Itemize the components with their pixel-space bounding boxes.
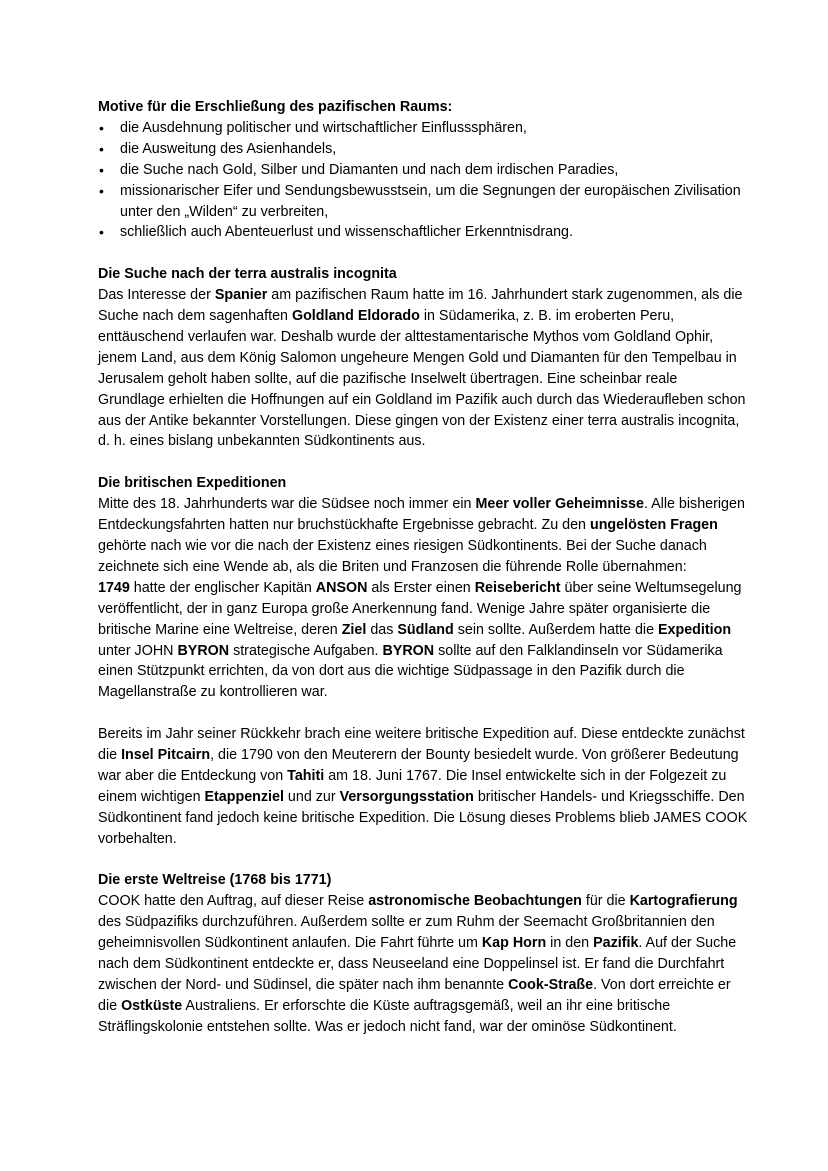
bold-term: Kartografierung <box>629 893 738 910</box>
bold-term: Insel Pitcairn <box>121 747 211 764</box>
section-terra-australis <box>98 264 748 452</box>
list-item <box>98 222 748 243</box>
bold-term: ANSON <box>315 579 368 596</box>
bullet-icon: • <box>99 182 104 199</box>
text-run: für die <box>581 893 630 910</box>
bold-term: Ziel <box>341 621 367 638</box>
heading-motives: Motive für die Erschließung des pazifischen Raums: <box>98 99 453 115</box>
list-item-text: schließlich auch Abenteuerlust und wissenschaftlicher Erkenntnisdrang. <box>120 224 573 241</box>
list-item-text: die Ausdehnung politischer und wirtschaftlicher Einflusssphären, <box>120 119 527 136</box>
bold-term: Cook-Straße <box>508 977 594 993</box>
heading-first-voyage: Die erste Weltreise (1768 bis 1771) <box>98 872 332 889</box>
section-motives <box>98 97 748 243</box>
heading-terra-australis: Die Suche nach der terra australis incognita <box>98 266 397 283</box>
text-run: in Südamerika, z. B. im eroberten Peru, enttäuschend verlaufen war. Deshalb wurde der alttestamentarische Mythos vom Goldland Ophir, jenem Land, aus dem König Salomon ungeheure Mengen Gold und Diamanten für den Tempelbau in Jerusalem geholt haben sollte, auf die pazifische Inselwelt übertragen. Eine scheinbar reale Grundlage erhielten die Hoffnungen auf ein Goldland im Pazifik auch durch das Wiederaufleben schon aus der Antike bekannter Vorstellungen. Diese gingen von der Existenz einer terra australis incognita, d. h. eines bislang unbekannten Südkontinents aus. <box>98 308 746 450</box>
bold-term: Etappenziel <box>204 788 284 805</box>
bold-term: BYRON <box>177 642 230 659</box>
text-run: am 18. Juni 1767. Die Insel entwickelte sich in der Folgezeit zu einem wichtigen <box>98 767 727 805</box>
bold-term: Expedition <box>658 621 732 638</box>
bold-term: Spanier <box>214 287 268 304</box>
bold-term: astronomische Beobachtungen <box>368 893 582 910</box>
text-run: . Alle bisherigen Entdeckungsfahrten hatten nur bruchstückhafte Ergebnisse gebracht. Zu den <box>98 496 745 534</box>
text-run: und zur <box>283 788 340 805</box>
text-run: in den <box>546 935 594 952</box>
heading-british-expeditions: Die britischen Expeditionen <box>98 475 287 492</box>
bold-term: Ostküste <box>121 997 183 1014</box>
text-run: , die 1790 von den Meuterern der Bounty besiedelt wurde. Von größerer Bedeutung war aber die Entdeckung von <box>98 747 739 784</box>
bold-term: Goldland Eldorado <box>291 308 420 325</box>
text-run: das <box>366 621 398 638</box>
text-run: gehörte nach wie vor die nach der Existenz eines riesigen Südkontinents. Bei der Suche danach zeichnete sich eine Wende ab, als die Briten und Franzosen die führende Rolle übernahmen: <box>98 538 707 575</box>
text-run: Australiens. Er erforschte die Küste auftragsgemäß, weil an ihr eine britische Sträflingskolonie entstehen sollte. Was er jedoch nicht fand, war der ominöse Südkontinent. <box>98 997 677 1035</box>
bold-term: Pazifik <box>593 935 639 952</box>
section-british-expeditions <box>98 473 748 849</box>
section-first-voyage <box>98 870 748 1037</box>
list-item-text: missionarischer Eifer und Sendungsbewusstsein, um die Segnungen der europäischen Zivilisation unter den „Wilden“ zu verbreiten, <box>120 182 741 220</box>
text-run: am pazifischen Raum hatte im 16. Jahrhundert stark zugenommen, als die Suche nach dem sagenhaften <box>98 287 743 325</box>
bold-term: Kap Horn <box>481 935 547 952</box>
text-run: sollte auf den Falklandinseln vor Südamerika einen Stützpunkt errichten, da von dort aus die wichtige Südpassage in den Pazifik durch die Magellanstraße zu kontrollieren war. <box>98 642 723 701</box>
list-item <box>98 181 748 223</box>
text-run: Das Interesse der <box>98 287 215 304</box>
paragraph-first-voyage <box>98 891 748 1037</box>
bullet-icon: • <box>99 119 104 136</box>
bold-term: ungelösten Fragen <box>589 517 718 534</box>
bold-term: Reisebericht <box>474 579 561 596</box>
paragraph-british-3 <box>98 724 748 849</box>
text-run: sein sollte. Außerdem hatte die <box>453 621 658 638</box>
text-run: . Auf der Suche nach dem Südkontinent entdeckte er, dass Neuseeland eine Doppelinsel ist. Er fand die Durchfahrt zwischen der Nord- und Südinsel, die später nach ihm benannte <box>98 935 737 993</box>
bullet-icon: • <box>99 140 104 157</box>
text-run: des Südpazifiks durchzuführen. Außerdem sollte er zum Ruhm der Seemacht Großbritannien den geheimnisvollen Südkontinent anlaufen. Die Fahrt führte um <box>98 914 715 952</box>
text-run: hatte der englischer Kapitän <box>129 579 316 596</box>
bold-term: Südland <box>397 621 454 638</box>
text-run: als Erster einen <box>367 579 475 596</box>
bold-term: Tahiti <box>287 767 325 784</box>
paragraph-british-1 <box>98 494 748 578</box>
text-run: über seine Weltumsegelung veröffentlicht, der in ganz Europa große Anerkennung fand. Wenige Jahre später organisierte die britische Marine eine Weltreise, deren <box>98 579 742 638</box>
document-page <box>98 97 748 1059</box>
bullet-icon: • <box>99 161 104 178</box>
list-item-text: die Suche nach Gold, Silber und Diamanten und nach dem irdischen Paradies, <box>120 161 619 178</box>
bold-term: Versorgungsstation <box>339 788 474 805</box>
list-item <box>98 139 748 160</box>
bold-term: Meer voller Geheimnisse <box>475 496 644 513</box>
paragraph-british-2 <box>98 578 748 703</box>
bullet-icon: • <box>99 224 104 241</box>
text-run: strategische Aufgaben. <box>229 642 383 659</box>
list-item-text: die Ausweitung des Asienhandels, <box>120 140 337 157</box>
list-item <box>98 160 748 181</box>
text-run: britischer Handels- und Kriegsschiffe. Den Südkontinent fand jedoch keine britische Expedition. Die Lösung dieses Problems blieb JAMES COOK vorbehalten. <box>98 788 748 847</box>
paragraph-terra-australis <box>98 285 748 452</box>
text-run: . Von dort erreichte er die <box>98 977 731 1014</box>
paragraph-gap <box>98 703 748 724</box>
bold-term: 1749 <box>98 579 130 596</box>
text-run: unter JOHN <box>98 642 178 659</box>
list-item <box>98 118 748 139</box>
text-run: COOK hatte den Auftrag, auf dieser Reise <box>98 893 369 910</box>
text-run: Mitte des 18. Jahrhunderts war die Südsee noch immer ein <box>98 496 476 513</box>
text-run: Bereits im Jahr seiner Rückkehr brach eine weitere britische Expedition auf. Diese entdeckte zunächst die <box>98 726 745 764</box>
bold-term: BYRON <box>382 642 435 659</box>
motives-list <box>98 118 748 243</box>
